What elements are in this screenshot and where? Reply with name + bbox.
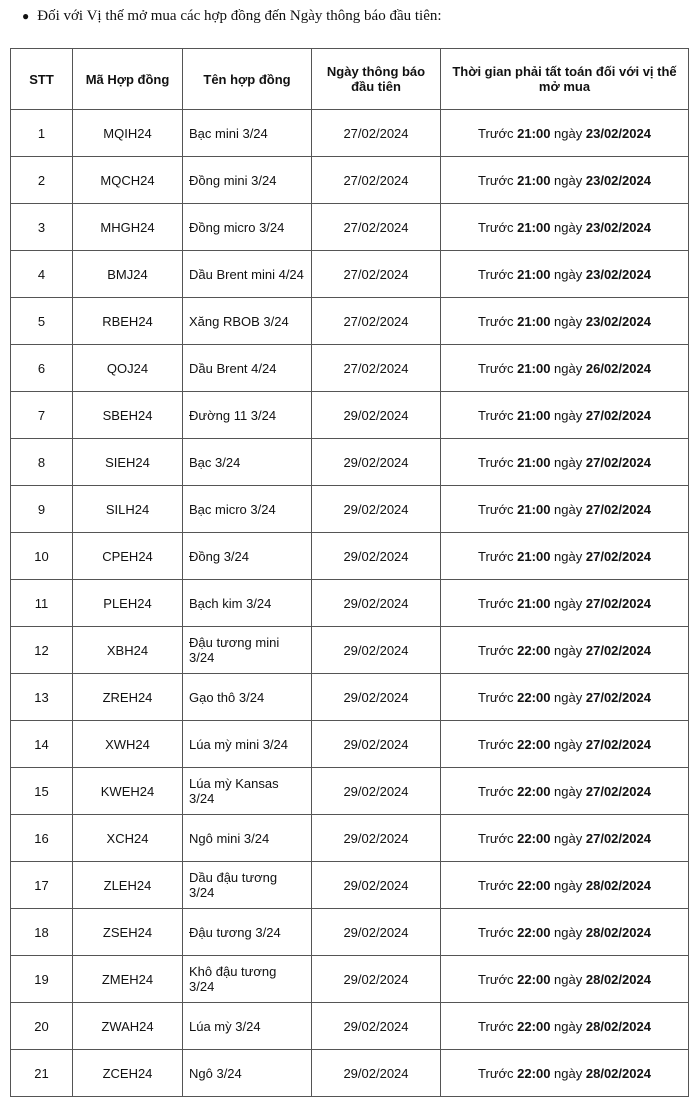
- settle-mid: ngày: [554, 971, 583, 987]
- settle-date: 28/02/2024: [585, 971, 651, 987]
- settle-prefix: Trước: [478, 125, 514, 141]
- settle-mid: ngày: [554, 783, 583, 799]
- settle-prefix: Trước: [478, 360, 514, 376]
- cell-contract-name: Xăng RBOB 3/24: [183, 298, 312, 345]
- cell-stt: 1: [11, 110, 73, 157]
- settle-prefix: Trước: [478, 219, 514, 235]
- cell-stt: 13: [11, 674, 73, 721]
- cell-settlement-time: [441, 815, 689, 862]
- settle-date: 23/02/2024: [585, 313, 651, 329]
- settle-prefix: Trước: [478, 595, 514, 611]
- settle-time: 21:00: [517, 407, 551, 423]
- table-row: [11, 392, 689, 439]
- settle-date: 27/02/2024: [585, 689, 651, 705]
- settle-date: 27/02/2024: [585, 407, 651, 423]
- cell-contract-code: XBH24: [73, 627, 183, 674]
- cell-first-notice-date: 27/02/2024: [312, 345, 441, 392]
- settle-prefix: Trước: [478, 783, 514, 799]
- table-row: [11, 157, 689, 204]
- cell-settlement-time: [441, 392, 689, 439]
- cell-first-notice-date: 29/02/2024: [312, 862, 441, 909]
- settle-time: 22:00: [517, 689, 551, 705]
- settle-date: 23/02/2024: [585, 125, 651, 141]
- settle-date: 28/02/2024: [585, 1065, 651, 1081]
- settle-mid: ngày: [554, 501, 583, 517]
- settle-mid: ngày: [554, 360, 583, 376]
- cell-settlement-time: [441, 486, 689, 533]
- cell-first-notice-date: 29/02/2024: [312, 909, 441, 956]
- table-row: [11, 533, 689, 580]
- cell-contract-code: SBEH24: [73, 392, 183, 439]
- cell-first-notice-date: 29/02/2024: [312, 580, 441, 627]
- cell-settlement-time: [441, 204, 689, 251]
- cell-first-notice-date: 29/02/2024: [312, 439, 441, 486]
- table-row: [11, 251, 689, 298]
- cell-settlement-time: [441, 674, 689, 721]
- cell-first-notice-date: 29/02/2024: [312, 815, 441, 862]
- cell-settlement-time: [441, 1003, 689, 1050]
- cell-contract-code: BMJ24: [73, 251, 183, 298]
- settle-prefix: Trước: [478, 1065, 514, 1081]
- cell-settlement-time: [441, 110, 689, 157]
- settle-date: 27/02/2024: [585, 548, 651, 564]
- cell-contract-name: Khô đậu tương 3/24: [183, 956, 312, 1003]
- cell-contract-code: MHGH24: [73, 204, 183, 251]
- settle-mid: ngày: [554, 924, 583, 940]
- settle-mid: ngày: [554, 125, 583, 141]
- table-row: [11, 486, 689, 533]
- cell-first-notice-date: 29/02/2024: [312, 768, 441, 815]
- settle-prefix: Trước: [478, 548, 514, 564]
- cell-stt: 16: [11, 815, 73, 862]
- cell-settlement-time: [441, 1050, 689, 1097]
- cell-stt: 9: [11, 486, 73, 533]
- cell-settlement-time: [441, 580, 689, 627]
- cell-contract-code: SILH24: [73, 486, 183, 533]
- settle-time: 22:00: [517, 877, 551, 893]
- settle-time: 22:00: [517, 736, 551, 752]
- settle-time: 21:00: [517, 219, 551, 235]
- cell-contract-name: Đậu tương mini 3/24: [183, 627, 312, 674]
- settle-date: 28/02/2024: [585, 924, 651, 940]
- settle-date: 27/02/2024: [585, 642, 651, 658]
- header-stt: STT: [11, 49, 73, 110]
- settle-mid: ngày: [554, 407, 583, 423]
- settle-mid: ngày: [554, 313, 583, 329]
- settle-prefix: Trước: [478, 1018, 514, 1034]
- settle-prefix: Trước: [478, 407, 514, 423]
- cell-first-notice-date: 29/02/2024: [312, 486, 441, 533]
- cell-first-notice-date: 27/02/2024: [312, 251, 441, 298]
- settle-time: 22:00: [517, 971, 551, 987]
- cell-contract-code: ZWAH24: [73, 1003, 183, 1050]
- cell-first-notice-date: 29/02/2024: [312, 956, 441, 1003]
- cell-settlement-time: [441, 439, 689, 486]
- cell-contract-name: Bạc 3/24: [183, 439, 312, 486]
- settle-time: 22:00: [517, 783, 551, 799]
- cell-stt: 5: [11, 298, 73, 345]
- cell-settlement-time: [441, 627, 689, 674]
- cell-settlement-time: [441, 862, 689, 909]
- cell-stt: 11: [11, 580, 73, 627]
- cell-contract-name: Lúa mỳ mini 3/24: [183, 721, 312, 768]
- cell-stt: 17: [11, 862, 73, 909]
- settle-prefix: Trước: [478, 736, 514, 752]
- settle-mid: ngày: [554, 736, 583, 752]
- settle-time: 22:00: [517, 830, 551, 846]
- settle-mid: ngày: [554, 830, 583, 846]
- cell-settlement-time: [441, 345, 689, 392]
- cell-first-notice-date: 29/02/2024: [312, 627, 441, 674]
- cell-contract-name: Lúa mỳ Kansas 3/24: [183, 768, 312, 815]
- cell-settlement-time: [441, 768, 689, 815]
- settle-mid: ngày: [554, 172, 583, 188]
- cell-contract-name: Bạc micro 3/24: [183, 486, 312, 533]
- cell-settlement-time: [441, 298, 689, 345]
- settle-time: 21:00: [517, 125, 551, 141]
- cell-contract-code: ZREH24: [73, 674, 183, 721]
- cell-stt: 20: [11, 1003, 73, 1050]
- table-row: [11, 815, 689, 862]
- cell-first-notice-date: 29/02/2024: [312, 533, 441, 580]
- table-row: [11, 204, 689, 251]
- settle-mid: ngày: [554, 1018, 583, 1034]
- settle-date: 23/02/2024: [585, 172, 651, 188]
- header-settlement-time: Thời gian phải tất toán đối với vị thế mở mua: [441, 49, 689, 110]
- cell-contract-code: MQIH24: [73, 110, 183, 157]
- cell-first-notice-date: 29/02/2024: [312, 1050, 441, 1097]
- table-row: [11, 909, 689, 956]
- cell-settlement-time: [441, 157, 689, 204]
- settle-time: 21:00: [517, 313, 551, 329]
- settle-mid: ngày: [554, 454, 583, 470]
- settle-prefix: Trước: [478, 830, 514, 846]
- settle-prefix: Trước: [478, 501, 514, 517]
- cell-contract-name: Dầu đậu tương 3/24: [183, 862, 312, 909]
- header-contract-name: Tên hợp đồng: [183, 49, 312, 110]
- settle-time: 22:00: [517, 1065, 551, 1081]
- settle-time: 21:00: [517, 172, 551, 188]
- cell-contract-code: PLEH24: [73, 580, 183, 627]
- cell-first-notice-date: 29/02/2024: [312, 674, 441, 721]
- settle-date: 27/02/2024: [585, 830, 651, 846]
- cell-first-notice-date: 29/02/2024: [312, 721, 441, 768]
- cell-stt: 21: [11, 1050, 73, 1097]
- table-row: [11, 110, 689, 157]
- settle-time: 22:00: [517, 1018, 551, 1034]
- cell-contract-name: Ngô 3/24: [183, 1050, 312, 1097]
- cell-stt: 19: [11, 956, 73, 1003]
- table-row: [11, 1050, 689, 1097]
- cell-stt: 12: [11, 627, 73, 674]
- settle-time: 21:00: [517, 548, 551, 564]
- settle-date: 27/02/2024: [585, 454, 651, 470]
- cell-contract-code: RBEH24: [73, 298, 183, 345]
- cell-stt: 2: [11, 157, 73, 204]
- settle-mid: ngày: [554, 1065, 583, 1081]
- cell-contract-code: ZSEH24: [73, 909, 183, 956]
- settle-prefix: Trước: [478, 454, 514, 470]
- header-contract-code: Mã Hợp đồng: [73, 49, 183, 110]
- settle-mid: ngày: [554, 219, 583, 235]
- settle-mid: ngày: [554, 642, 583, 658]
- table-row: [11, 768, 689, 815]
- cell-settlement-time: [441, 251, 689, 298]
- settle-prefix: Trước: [478, 689, 514, 705]
- cell-contract-code: SIEH24: [73, 439, 183, 486]
- cell-contract-code: QOJ24: [73, 345, 183, 392]
- cell-stt: 14: [11, 721, 73, 768]
- settle-mid: ngày: [554, 689, 583, 705]
- cell-stt: 18: [11, 909, 73, 956]
- table-row: [11, 721, 689, 768]
- cell-contract-name: Đậu tương 3/24: [183, 909, 312, 956]
- cell-contract-name: Bạc mini 3/24: [183, 110, 312, 157]
- settle-time: 21:00: [517, 595, 551, 611]
- contracts-table: [10, 48, 689, 1097]
- cell-stt: 4: [11, 251, 73, 298]
- settle-time: 22:00: [517, 924, 551, 940]
- settle-time: 22:00: [517, 642, 551, 658]
- settle-time: 21:00: [517, 454, 551, 470]
- table-header-row: [11, 49, 689, 110]
- settle-prefix: Trước: [478, 971, 514, 987]
- cell-contract-name: Đồng 3/24: [183, 533, 312, 580]
- settle-prefix: Trước: [478, 266, 514, 282]
- intro-line: [22, 6, 442, 26]
- cell-contract-name: Ngô mini 3/24: [183, 815, 312, 862]
- intro-text: Đối với Vị thế mở mua các hợp đồng đến Ngày thông báo đầu tiên:: [37, 8, 442, 24]
- cell-first-notice-date: 27/02/2024: [312, 110, 441, 157]
- cell-settlement-time: [441, 909, 689, 956]
- cell-first-notice-date: 29/02/2024: [312, 1003, 441, 1050]
- cell-contract-name: Lúa mỳ 3/24: [183, 1003, 312, 1050]
- settle-time: 21:00: [517, 360, 551, 376]
- cell-contract-code: CPEH24: [73, 533, 183, 580]
- cell-stt: 6: [11, 345, 73, 392]
- table-row: [11, 298, 689, 345]
- cell-stt: 3: [11, 204, 73, 251]
- settle-date: 27/02/2024: [585, 783, 651, 799]
- cell-contract-code: MQCH24: [73, 157, 183, 204]
- cell-stt: 15: [11, 768, 73, 815]
- cell-contract-name: Bạch kim 3/24: [183, 580, 312, 627]
- cell-first-notice-date: 27/02/2024: [312, 204, 441, 251]
- settle-time: 21:00: [517, 266, 551, 282]
- cell-contract-name: Đồng micro 3/24: [183, 204, 312, 251]
- settle-prefix: Trước: [478, 172, 514, 188]
- table-row: [11, 956, 689, 1003]
- settle-mid: ngày: [554, 595, 583, 611]
- cell-contract-name: Dầu Brent 4/24: [183, 345, 312, 392]
- settle-date: 27/02/2024: [585, 501, 651, 517]
- cell-contract-name: Đồng mini 3/24: [183, 157, 312, 204]
- cell-settlement-time: [441, 956, 689, 1003]
- settle-mid: ngày: [554, 266, 583, 282]
- settle-time: 21:00: [517, 501, 551, 517]
- settle-date: 26/02/2024: [585, 360, 651, 376]
- cell-contract-code: ZCEH24: [73, 1050, 183, 1097]
- table-row: [11, 1003, 689, 1050]
- settle-mid: ngày: [554, 877, 583, 893]
- cell-contract-name: Đường 11 3/24: [183, 392, 312, 439]
- table-row: [11, 439, 689, 486]
- settle-date: 28/02/2024: [585, 877, 651, 893]
- cell-first-notice-date: 27/02/2024: [312, 298, 441, 345]
- settle-date: 27/02/2024: [585, 595, 651, 611]
- settle-date: 28/02/2024: [585, 1018, 651, 1034]
- cell-stt: 10: [11, 533, 73, 580]
- cell-first-notice-date: 29/02/2024: [312, 392, 441, 439]
- cell-contract-code: ZLEH24: [73, 862, 183, 909]
- settle-prefix: Trước: [478, 924, 514, 940]
- bullet-icon: ●: [22, 9, 30, 23]
- cell-contract-code: KWEH24: [73, 768, 183, 815]
- settle-date: 27/02/2024: [585, 736, 651, 752]
- settle-prefix: Trước: [478, 877, 514, 893]
- cell-contract-code: XWH24: [73, 721, 183, 768]
- cell-stt: 7: [11, 392, 73, 439]
- table-row: [11, 627, 689, 674]
- header-first-notice-date: Ngày thông báo đầu tiên: [312, 49, 441, 110]
- table-row: [11, 674, 689, 721]
- cell-settlement-time: [441, 533, 689, 580]
- cell-contract-name: Dầu Brent mini 4/24: [183, 251, 312, 298]
- settle-prefix: Trước: [478, 313, 514, 329]
- cell-settlement-time: [441, 721, 689, 768]
- table-row: [11, 580, 689, 627]
- table-row: [11, 862, 689, 909]
- cell-contract-code: ZMEH24: [73, 956, 183, 1003]
- settle-date: 23/02/2024: [585, 266, 651, 282]
- cell-stt: 8: [11, 439, 73, 486]
- table-row: [11, 345, 689, 392]
- cell-contract-code: XCH24: [73, 815, 183, 862]
- settle-mid: ngày: [554, 548, 583, 564]
- settle-date: 23/02/2024: [585, 219, 651, 235]
- cell-first-notice-date: 27/02/2024: [312, 157, 441, 204]
- cell-contract-name: Gạo thô 3/24: [183, 674, 312, 721]
- settle-prefix: Trước: [478, 642, 514, 658]
